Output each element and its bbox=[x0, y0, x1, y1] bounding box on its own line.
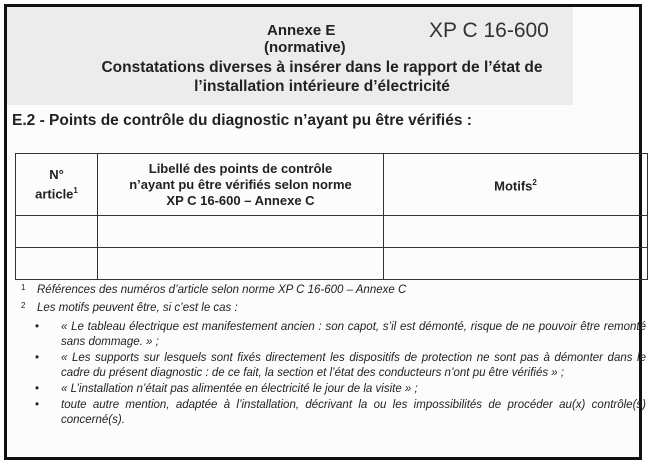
footnote-ref-2: 2 bbox=[532, 177, 537, 187]
cell-motif[interactable] bbox=[384, 216, 648, 248]
col-motifs-label: Motifs bbox=[494, 178, 533, 194]
footnote-1-text: Références des numéros d’article selon norme XP C 16-600 – Annexe C bbox=[37, 284, 407, 296]
list-item bbox=[21, 320, 646, 350]
col-article-label: N° bbox=[49, 166, 64, 182]
col-libelle-line2: n’ayant pu être vérifiés selon norme bbox=[129, 176, 352, 192]
annex-type: (normative) bbox=[264, 39, 346, 56]
bullet-icon: • bbox=[35, 352, 40, 364]
reason-text: toute autre mention, adaptée à l’installation, décrivant la ou les impossibilités de procéder au(x) contrôle(s) concerné(s). bbox=[61, 399, 646, 426]
table-header-row bbox=[16, 154, 648, 216]
footnote-2-mark: 2 bbox=[21, 301, 26, 310]
footnote-2 bbox=[21, 301, 646, 316]
main-title-line1: Constatations diverses à insérer dans le rapport de l’état de bbox=[101, 59, 543, 76]
annex-title: Annexe E bbox=[267, 22, 336, 39]
reason-text: « Les supports sur lesquels sont fixés directement les dispositifs de protection ne sont pas à démonter dans le cadre du présent diagnostic : de ce fait, la section et l’état des conducteurs n’ont pu être vérifiés » ; bbox=[61, 352, 646, 379]
col-libelle-line1: Libellé des points de contrôle bbox=[148, 160, 333, 176]
list-item bbox=[21, 398, 646, 428]
list-item bbox=[21, 382, 646, 397]
table-row bbox=[16, 216, 648, 248]
document-frame bbox=[4, 4, 646, 460]
cell-libelle[interactable] bbox=[98, 216, 384, 248]
cell-article[interactable] bbox=[16, 248, 98, 280]
norm-reference: XP C 16-600 bbox=[429, 19, 549, 42]
col-article-header bbox=[16, 154, 98, 216]
footnote-1-mark: 1 bbox=[21, 283, 26, 292]
col-libelle-header bbox=[98, 154, 384, 216]
col-article-label2: article bbox=[35, 186, 74, 202]
footnote-2-text: Les motifs peuvent être, si c’est le cas : bbox=[37, 302, 238, 314]
reason-text: « L’installation n’était pas alimentée en électricité le jour de la visite » ; bbox=[61, 383, 418, 395]
cell-article[interactable] bbox=[16, 216, 98, 248]
cell-libelle[interactable] bbox=[98, 248, 384, 280]
reasons-list bbox=[21, 320, 646, 428]
list-item bbox=[21, 351, 646, 381]
footnotes bbox=[21, 283, 646, 429]
reason-text: « Le tableau électrique est manifestement ancien : son capot, s’il est démonté, risque de ne pouvoir être remonté sans dommage. » ; bbox=[61, 321, 646, 348]
bullet-icon: • bbox=[35, 321, 40, 333]
control-points-table bbox=[15, 153, 648, 280]
section-heading: E.2 - Points de contrôle du diagnostic n’ayant pu être vérifiés : bbox=[12, 112, 472, 129]
main-title bbox=[37, 58, 607, 96]
bullet-icon: • bbox=[35, 399, 40, 411]
main-title-line2: l’installation intérieure d’électricité bbox=[194, 78, 450, 95]
table-row bbox=[16, 248, 648, 280]
footnote-ref-1: 1 bbox=[73, 185, 78, 195]
col-libelle-line3: XP C 16-600 – Annexe C bbox=[166, 192, 315, 208]
bullet-icon: • bbox=[35, 383, 40, 395]
footnote-1 bbox=[21, 283, 646, 298]
cell-motif[interactable] bbox=[384, 248, 648, 280]
col-motifs-header bbox=[384, 154, 648, 216]
